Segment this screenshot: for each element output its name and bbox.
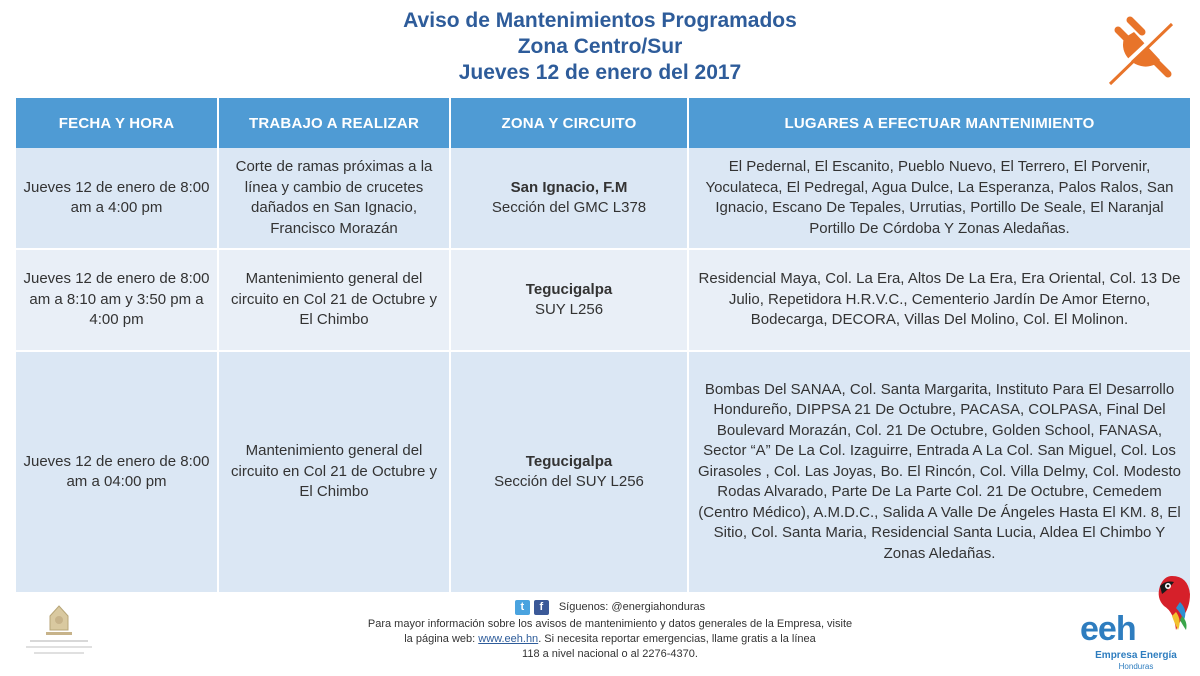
col-header-lugares: LUGARES A EFECTUAR MANTENIMIENTO xyxy=(688,98,1190,148)
facebook-icon[interactable]: f xyxy=(534,600,549,615)
notice-date: Jueves 12 de enero del 2017 xyxy=(458,61,742,84)
plug-logo-icon xyxy=(1100,12,1178,90)
cell-lugares: Residencial Maya, Col. La Era, Altos De La Era, Era Oriental, Col. 13 De Julio, Repetidora H.R.V.C., Cementerio Jardín De Amor Eterno, Bodecarga, DECORA, Villas Del Molino, Col. El Molinon. xyxy=(688,249,1190,351)
twitter-icon[interactable]: t xyxy=(515,600,530,615)
parrot-icon xyxy=(1152,572,1192,632)
cell-trabajo: Mantenimiento general del circuito en Col 21 de Octubre y El Chimbo xyxy=(218,249,450,351)
table-row xyxy=(16,249,1190,351)
cell-fecha: Jueves 12 de enero de 8:00 am a 4:00 pm xyxy=(16,148,218,249)
zone-name: San Ignacio, F.M xyxy=(510,178,628,196)
col-header-fecha: FECHA Y HORA xyxy=(16,98,218,148)
cell-trabajo: Corte de ramas próximas a la línea y cambio de crucetes dañados en San Ignacio, Francisco Morazán xyxy=(218,148,450,249)
footer-info-line2 xyxy=(200,632,1020,647)
cell-fecha: Jueves 12 de enero de 8:00 am a 8:10 am y 3:50 pm a 4:00 pm xyxy=(16,249,218,351)
footer-emergency-text: . Si necesita reportar emergencias, llame gratis a la línea xyxy=(538,633,816,645)
footer-info xyxy=(200,600,1020,662)
zone-name: Tegucigalpa xyxy=(525,452,613,470)
eeh-wordmark: eeh xyxy=(1080,610,1136,648)
notice-zone: Zona Centro/Sur xyxy=(517,35,683,58)
social-handle: Síguenos: @energiahonduras xyxy=(558,601,706,613)
zone-circuit: Sección del SUY L256 xyxy=(494,473,644,490)
footer-info-line1: Para mayor información sobre los avisos de mantenimiento y datos generales de la Empresa, visite xyxy=(367,618,853,630)
notice-title: Aviso de Mantenimientos Programados xyxy=(403,9,797,32)
zone-circuit: Sección del GMC L378 xyxy=(491,199,647,216)
zone-name: Tegucigalpa xyxy=(525,280,613,298)
cell-trabajo: Mantenimiento general del circuito en Col 21 de Octubre y El Chimbo xyxy=(218,351,450,592)
cell-lugares: Bombas Del SANAA, Col. Santa Margarita, Instituto Para El Desarrollo Hondureño, DIPPSA 21 De Octubre, PACASA, COLPASA, Final Del Boulevard Morazán, Col. 21 De Octubre, Golden School, FANASA, Sector “A” De La Col. Izaguirre, Entrada A La Col. San Miguel, Col. Los Girasoles , Col. Las Joyas, Bo. El Rincón, Col. Villa Delmy, Col. Modesto Rodas Alvarado, Parte De La Parte Col. 21 De Octubre, Cemedem (Centro Médico), A.M.D.C., Salida A Valle De Ángeles Hasta El KM. 8, El Sitio, Col. Santa Maria, Residencial Santa Lucia, Aldea El Chimbo Y Zonas Aledañas. xyxy=(688,351,1190,592)
col-header-zona: ZONA Y CIRCUITO xyxy=(450,98,688,148)
col-header-trabajo: TRABAJO A REALIZAR xyxy=(218,98,450,148)
table-header-row xyxy=(16,98,1190,148)
footer-info-line3: 118 a nivel nacional o al 2276-4370. xyxy=(522,648,698,660)
table-row xyxy=(16,351,1190,592)
zone-circuit: SUY L256 xyxy=(534,301,604,318)
eeh-company-line2: Honduras xyxy=(1118,662,1154,671)
maintenance-table xyxy=(16,98,1190,592)
cell-zona xyxy=(450,148,688,249)
table-row xyxy=(16,148,1190,249)
footer-web-prefix: la página web: xyxy=(404,633,476,645)
cell-zona xyxy=(450,351,688,592)
cell-zona xyxy=(450,249,688,351)
government-seal-icon xyxy=(16,600,102,664)
cell-fecha: Jueves 12 de enero de 8:00 am a 04:00 pm xyxy=(16,351,218,592)
eeh-logo xyxy=(1080,572,1192,672)
eeh-company-line1: Empresa Energía xyxy=(1095,650,1177,661)
notice-header xyxy=(0,8,1200,86)
social-row xyxy=(200,600,1020,615)
cell-lugares: El Pedernal, El Escanito, Pueblo Nuevo, El Terrero, El Porvenir, Yoculateca, El Pedregal, Agua Dulce, La Esperanza, Palos Ralos, San Ignacio, Escano De Tepales, Urrutias, Portillo De Seale, El Naranjal Portillo De Córdoba Y Zonas Aledañas. xyxy=(688,148,1190,249)
website-link[interactable]: www.eeh.hn xyxy=(478,633,539,645)
